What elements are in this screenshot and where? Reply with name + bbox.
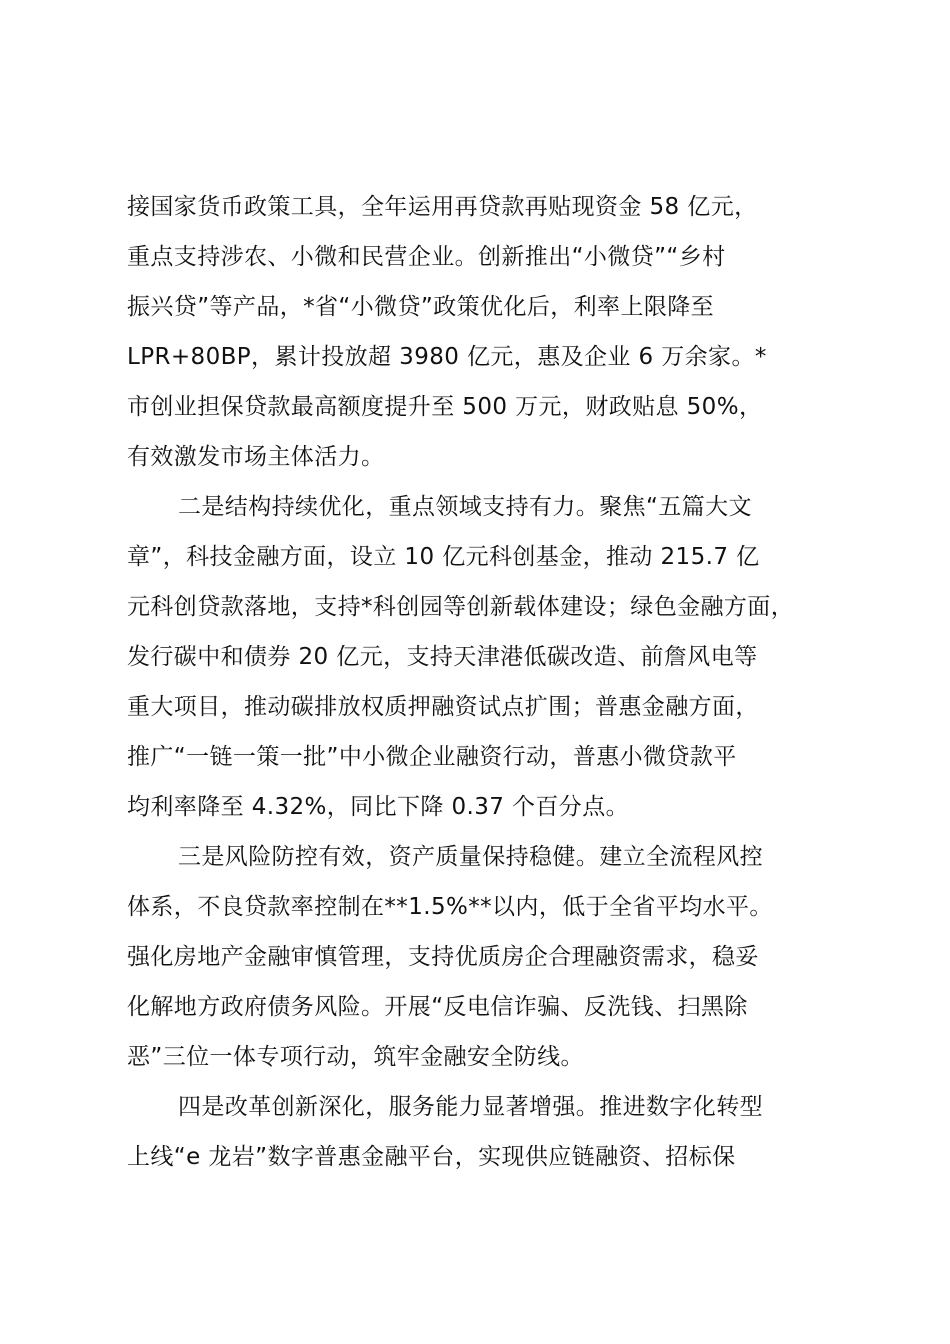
text-line: 均利率降至 4.32%，同比下降 0.37 个百分点。 <box>127 794 630 820</box>
text-line: 振兴贷”等产品，*省“小微贷”政策优化后，利率上限降至 <box>127 294 715 320</box>
text-line: 元科创贷款落地，支持*科创园等创新载体建设；绿色金融方面， <box>127 594 795 620</box>
paragraph-first-line: 二是结构持续优化，重点领域支持有力。聚焦“五篇大文 <box>178 494 752 520</box>
paragraph-first-line: 四是改革创新深化，服务能力显著增强。推进数字化转型 <box>178 1094 763 1120</box>
text-line: 化解地方政府债务风险。开展“反电信诈骗、反洗钱、扫黑除 <box>127 994 748 1020</box>
text-line: 发行碳中和债券 20 亿元，支持天津港低碳改造、前詹风电等 <box>127 644 758 670</box>
text-line: 有效激发市场主体活力。 <box>127 444 385 470</box>
text-line: 上线“e 龙岩”数字普惠金融平台，实现供应链融资、招标保 <box>127 1144 736 1170</box>
text-line: 接国家货币政策工具，全年运用再贷款再贴现资金 58 亿元， <box>127 194 758 220</box>
text-line: 章”，科技金融方面，设立 10 亿元科创基金，推动 215.7 亿 <box>127 544 760 570</box>
text-line: 体系，不良贷款率控制在**1.5%**以内，低于全省平均水平。 <box>127 894 773 920</box>
text-line: 市创业担保贷款最高额度提升至 500 万元，财政贴息 50%， <box>127 394 763 420</box>
paragraph-first-line: 三是风险防控有效，资产质量保持稳健。建立全流程风控 <box>178 844 763 870</box>
text-line: 推广“一链一策一批”中小微企业融资行动，普惠小微贷款平 <box>127 744 737 770</box>
text-line: 重大项目，推动碳排放权质押融资试点扩围；普惠金融方面， <box>127 694 759 720</box>
text-line: LPR+80BP，累计投放超 3980 亿元，惠及企业 6 万余家。* <box>127 344 767 370</box>
text-line: 重点支持涉农、小微和民营企业。创新推出“小微贷”“乡村 <box>127 244 726 270</box>
text-line: 强化房地产金融审慎管理，支持优质房企合理融资需求，稳妥 <box>127 944 759 970</box>
text-line: 恶”三位一体专项行动，筑牢金融安全防线。 <box>127 1044 584 1070</box>
